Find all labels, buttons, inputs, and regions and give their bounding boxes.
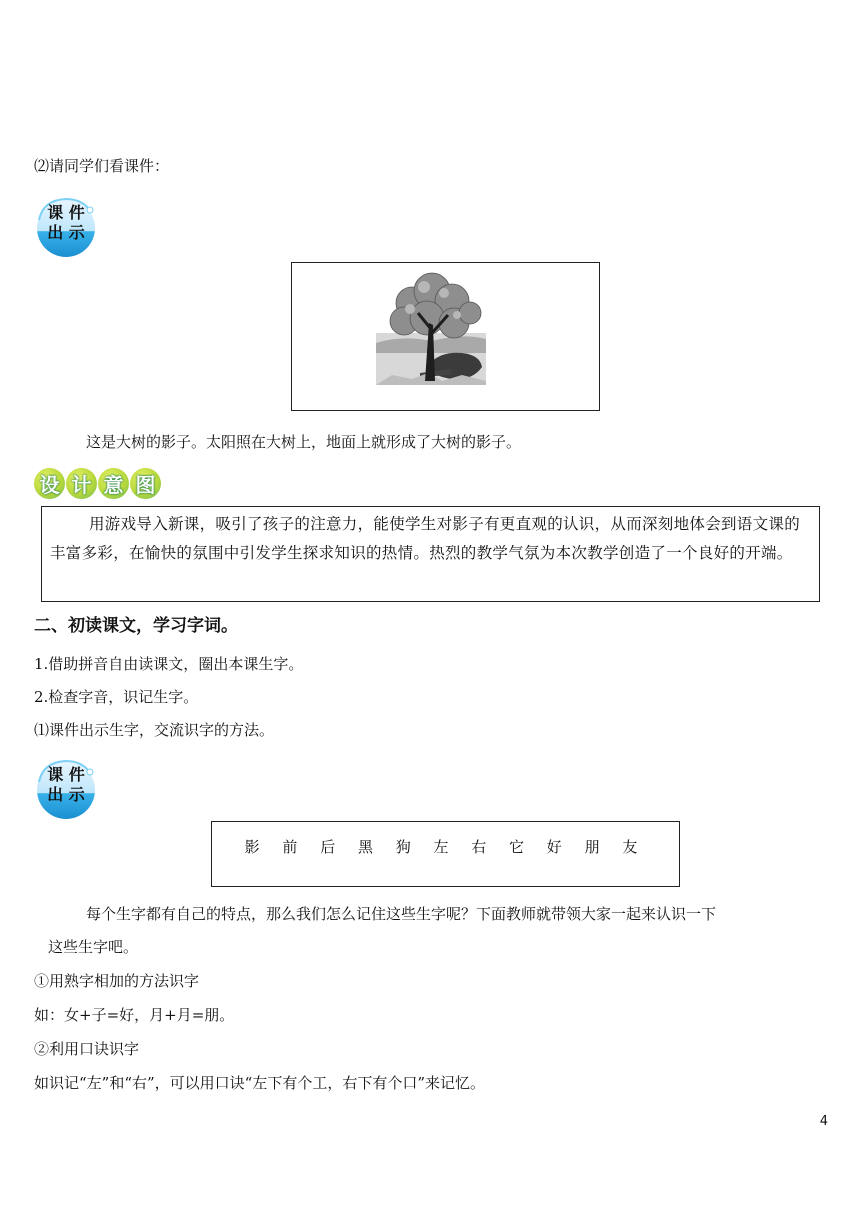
paragraph-line-2: 这些生字吧。 — [48, 938, 139, 956]
design-intent-text: 用游戏导入新课，吸引了孩子的注意力，能使学生对影子有更直观的认识，从而深刻地体会到语文课的丰富多彩，在愉快的氛围中引发学生探求知识的热情。热烈的教学气氛为本次教学创造了一个良好的开端。 — [50, 515, 801, 562]
page-number: 4 — [819, 1114, 828, 1129]
list-item-2-1: ⑴课件出示生字，交流识字的方法。 — [34, 721, 275, 739]
tree-image-frame — [291, 262, 600, 411]
new-characters: 影 前 后 黑 狗 左 右 它 好 朋 友 — [244, 838, 647, 856]
design-label-char-2: 计 — [66, 468, 97, 499]
design-intent-box — [41, 506, 820, 602]
tree-shadow-illustration — [292, 263, 599, 410]
list-item-2: 2.检查字音，识记生字。 — [34, 688, 199, 706]
list-item-1: 1.借助拼音自由读课文，圈出本课生字。 — [34, 655, 304, 673]
design-label-char-1: 设 — [34, 468, 65, 499]
design-intent-label — [34, 468, 161, 500]
badge-line-1: 课 件 — [47, 203, 85, 222]
badge-line-1: 课 件 — [47, 765, 85, 784]
step-2-text: ⑵请同学们看课件： — [34, 157, 170, 175]
paragraph-line-1: 每个生字都有自己的特点，那么我们怎么记住这些生字呢？下面教师就带领大家一起来认识一下 — [86, 905, 717, 923]
tree-caption: 这是大树的影子。太阳照在大树上，地面上就形成了大树的影子。 — [86, 433, 522, 451]
method-2: ②利用口诀识字 — [34, 1040, 140, 1058]
courseware-badge — [33, 198, 99, 258]
design-label-char-4: 图 — [130, 468, 161, 499]
method-1: ①用熟字相加的方法识字 — [34, 972, 200, 990]
courseware-badge — [33, 760, 99, 820]
design-label-char-3: 意 — [98, 468, 129, 499]
method-1-example: 如：女+子=好，月+月=朋。 — [34, 1006, 235, 1024]
method-2-example: 如识记“左”和“右”，可以用口诀“左下有个工，右下有个口”来记忆。 — [34, 1074, 486, 1092]
section-heading: 二、初读课文，学习字词。 — [34, 616, 238, 636]
badge-line-2: 出 示 — [47, 223, 85, 242]
badge-line-2: 出 示 — [47, 785, 85, 804]
new-characters-box — [211, 821, 680, 887]
